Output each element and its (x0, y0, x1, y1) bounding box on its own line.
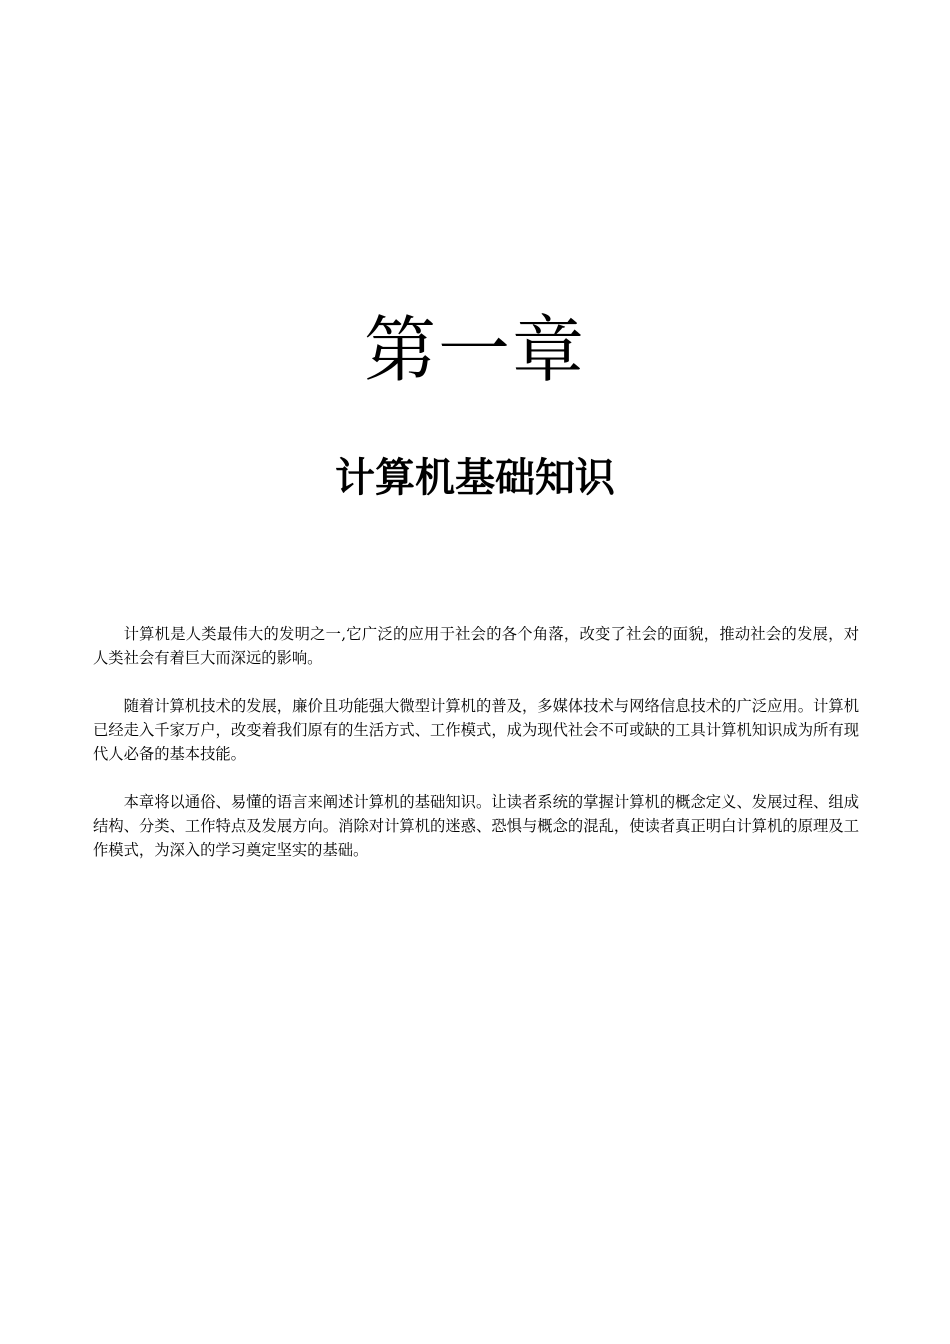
chapter-title-heading: 计算机基础知识 (335, 455, 615, 501)
chapter-intro-body (93, 622, 859, 886)
intro-paragraph-1: 计算机是人类最伟大的发明之一,它广泛的应用于社会的各个角落，改变了社会的面貌，推动社会的发展，对人类社会有着巨大而深远的影响。 (93, 625, 859, 667)
intro-paragraph-3: 本章将以通俗、易懂的语言来阐述计算机的基础知识。让读者系统的掌握计算机的概念定义、发展过程、组成结构、分类、工作特点及发展方向。消除对计算机的迷惑、恐惧与概念的混乱，使读者真正明白计算机的原理及工作模式，为深入的学习奠定坚实的基础。 (93, 793, 859, 859)
chapter-number-heading: 第一章 (363, 308, 586, 392)
intro-paragraph-2: 随着计算机技术的发展，廉价且功能强大微型计算机的普及，多媒体技术与网络信息技术的广泛应用。计算机已经走入千家万户，改变着我们原有的生活方式、工作模式，成为现代社会不可或缺的工具计算机知识成为所有现代人必备的基本技能。 (93, 697, 859, 763)
